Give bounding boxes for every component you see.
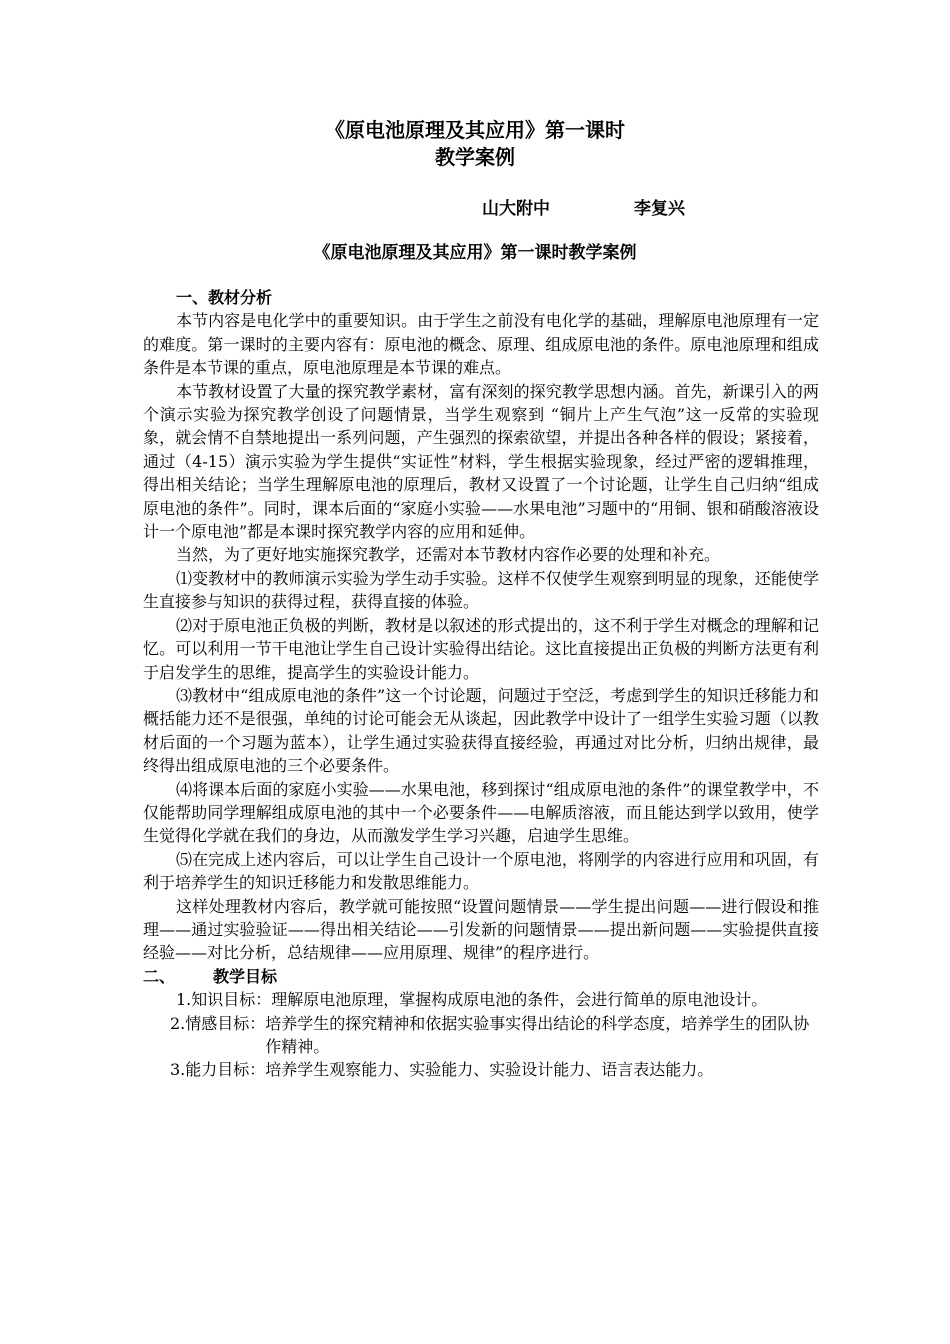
- document-body: [143, 286, 819, 1082]
- document-title-line2: 教学案例: [435, 145, 515, 169]
- paragraph: ⑷将课本后面的家庭小实验——水果电池，移到探讨“组成原电池的条件”的课堂教学中，不仅能帮助同学理解组成原电池的其中一个必要条件——电解质溶液，而且能达到学以致用，使学生觉得化学就在我们的身边，从而激发学生学习兴趣，启迪学生思维。: [143, 779, 819, 846]
- paragraph: 本节内容是电化学中的重要知识。由于学生之前没有电化学的基础，理解原电池原理有一定的难度。第一课时的主要内容有：原电池的概念、原理、组成原电池的条件。原电池原理和组成条件是本节课的重点，原电池原理是本节课的难点。: [143, 311, 819, 378]
- paragraph: ⑴变教材中的教师演示实验为学生动手实验。这样不仅使学生观察到明显的现象，还能使学生直接参与知识的获得过程，获得直接的体验。: [143, 568, 819, 612]
- paragraph: 当然，为了更好地实施探究教学，还需对本节教材内容作必要的处理和补充。: [176, 545, 721, 565]
- goal-emotion-text: 培养学生的探究精神和依据实验事实得出结论的科学态度，培养学生的团队协作精神。: [265, 1013, 810, 1056]
- section-heading-2: [143, 965, 819, 988]
- school-name: 山大附中: [482, 199, 550, 219]
- document-subtitle: 《原电池原理及其应用》第一课时教学案例: [313, 243, 637, 263]
- paragraph: 本节教材设置了大量的探究教学素材，富有深刻的探究教学思想内涵。首先，新课引入的两个演示实验为探究教学创设了问题情景，当学生观察到 “铜片上产生气泡”这一反常的实验现象，就会情不自禁地提出一系列问题，产生强烈的探索欲望，并提出各种各样的假设；紧接着，通过（4-15）演示实验为学生提供“实证性”材料，学生根据实验现象，经过严密的逻辑推理，得出相关结论；当学生理解原电池的原理后，教材又设置了一个讨论题，让学生自己归纳“组成原电池的条件”。同时，课本后面的“家庭小实验——水果电池”习题中的“用铜、银和硝酸溶液设计一个原电池”都是本课时探究教学内容的应用和延伸。: [143, 381, 819, 542]
- author-name: 李复兴: [634, 199, 685, 219]
- paragraph: ⑵对于原电池正负极的判断，教材是以叙述的形式提出的，这不利于学生对概念的理解和记忆。可以利用一节干电池让学生自己设计实验得出结论。这比直接提出正负极的判断方法更有利于启发学生的思维，提高学生的实验设计能力。: [143, 615, 819, 682]
- goal-emotion: [143, 1012, 819, 1059]
- goal-emotion-label: 2.情感目标：: [170, 1013, 266, 1033]
- document-title-line1: 《原电池原理及其应用》第一课时: [325, 118, 625, 142]
- section-heading-2-text: 教学目标: [213, 966, 278, 986]
- paragraph: ⑸在完成上述内容后，可以让学生自己设计一个原电池，将刚学的内容进行应用和巩固，有利于培养学生的知识迁移能力和发散思维能力。: [143, 849, 819, 893]
- goal-ability-label: 3.能力目标：: [170, 1060, 266, 1080]
- section-heading-1: 一、教材分析: [176, 288, 273, 307]
- goal-ability-text: 培养学生观察能力、实验能力、实验设计能力、语言表达能力。: [265, 1060, 714, 1080]
- goal-ability: [143, 1058, 819, 1081]
- paragraph: ⑶教材中“组成原电池的条件”这一个讨论题，问题过于空泛，考虑到学生的知识迁移能力和概括能力还不是很强，单纯的讨论可能会无从谈起，因此教学中设计了一组学生实验习题（以教材后面的一个习题为蓝本），让学生通过实验获得直接经验，再通过对比分析，归纳出规律，最终得出组成原电池的三个必要条件。: [143, 685, 819, 776]
- goal-knowledge: 1.知识目标：理解原电池原理，掌握构成原电池的条件，会进行简单的原电池设计。: [176, 990, 768, 1010]
- section-heading-2-number: 二、: [143, 966, 176, 986]
- paragraph: 这样处理教材内容后，教学就可能按照“设置问题情景——学生提出问题——进行假设和推理——通过实验验证——得出相关结论——引发新的问题情景——提出新问题——实验提供直接经验——对比分析，总结规律——应用原理、规律”的程序进行。: [143, 896, 819, 963]
